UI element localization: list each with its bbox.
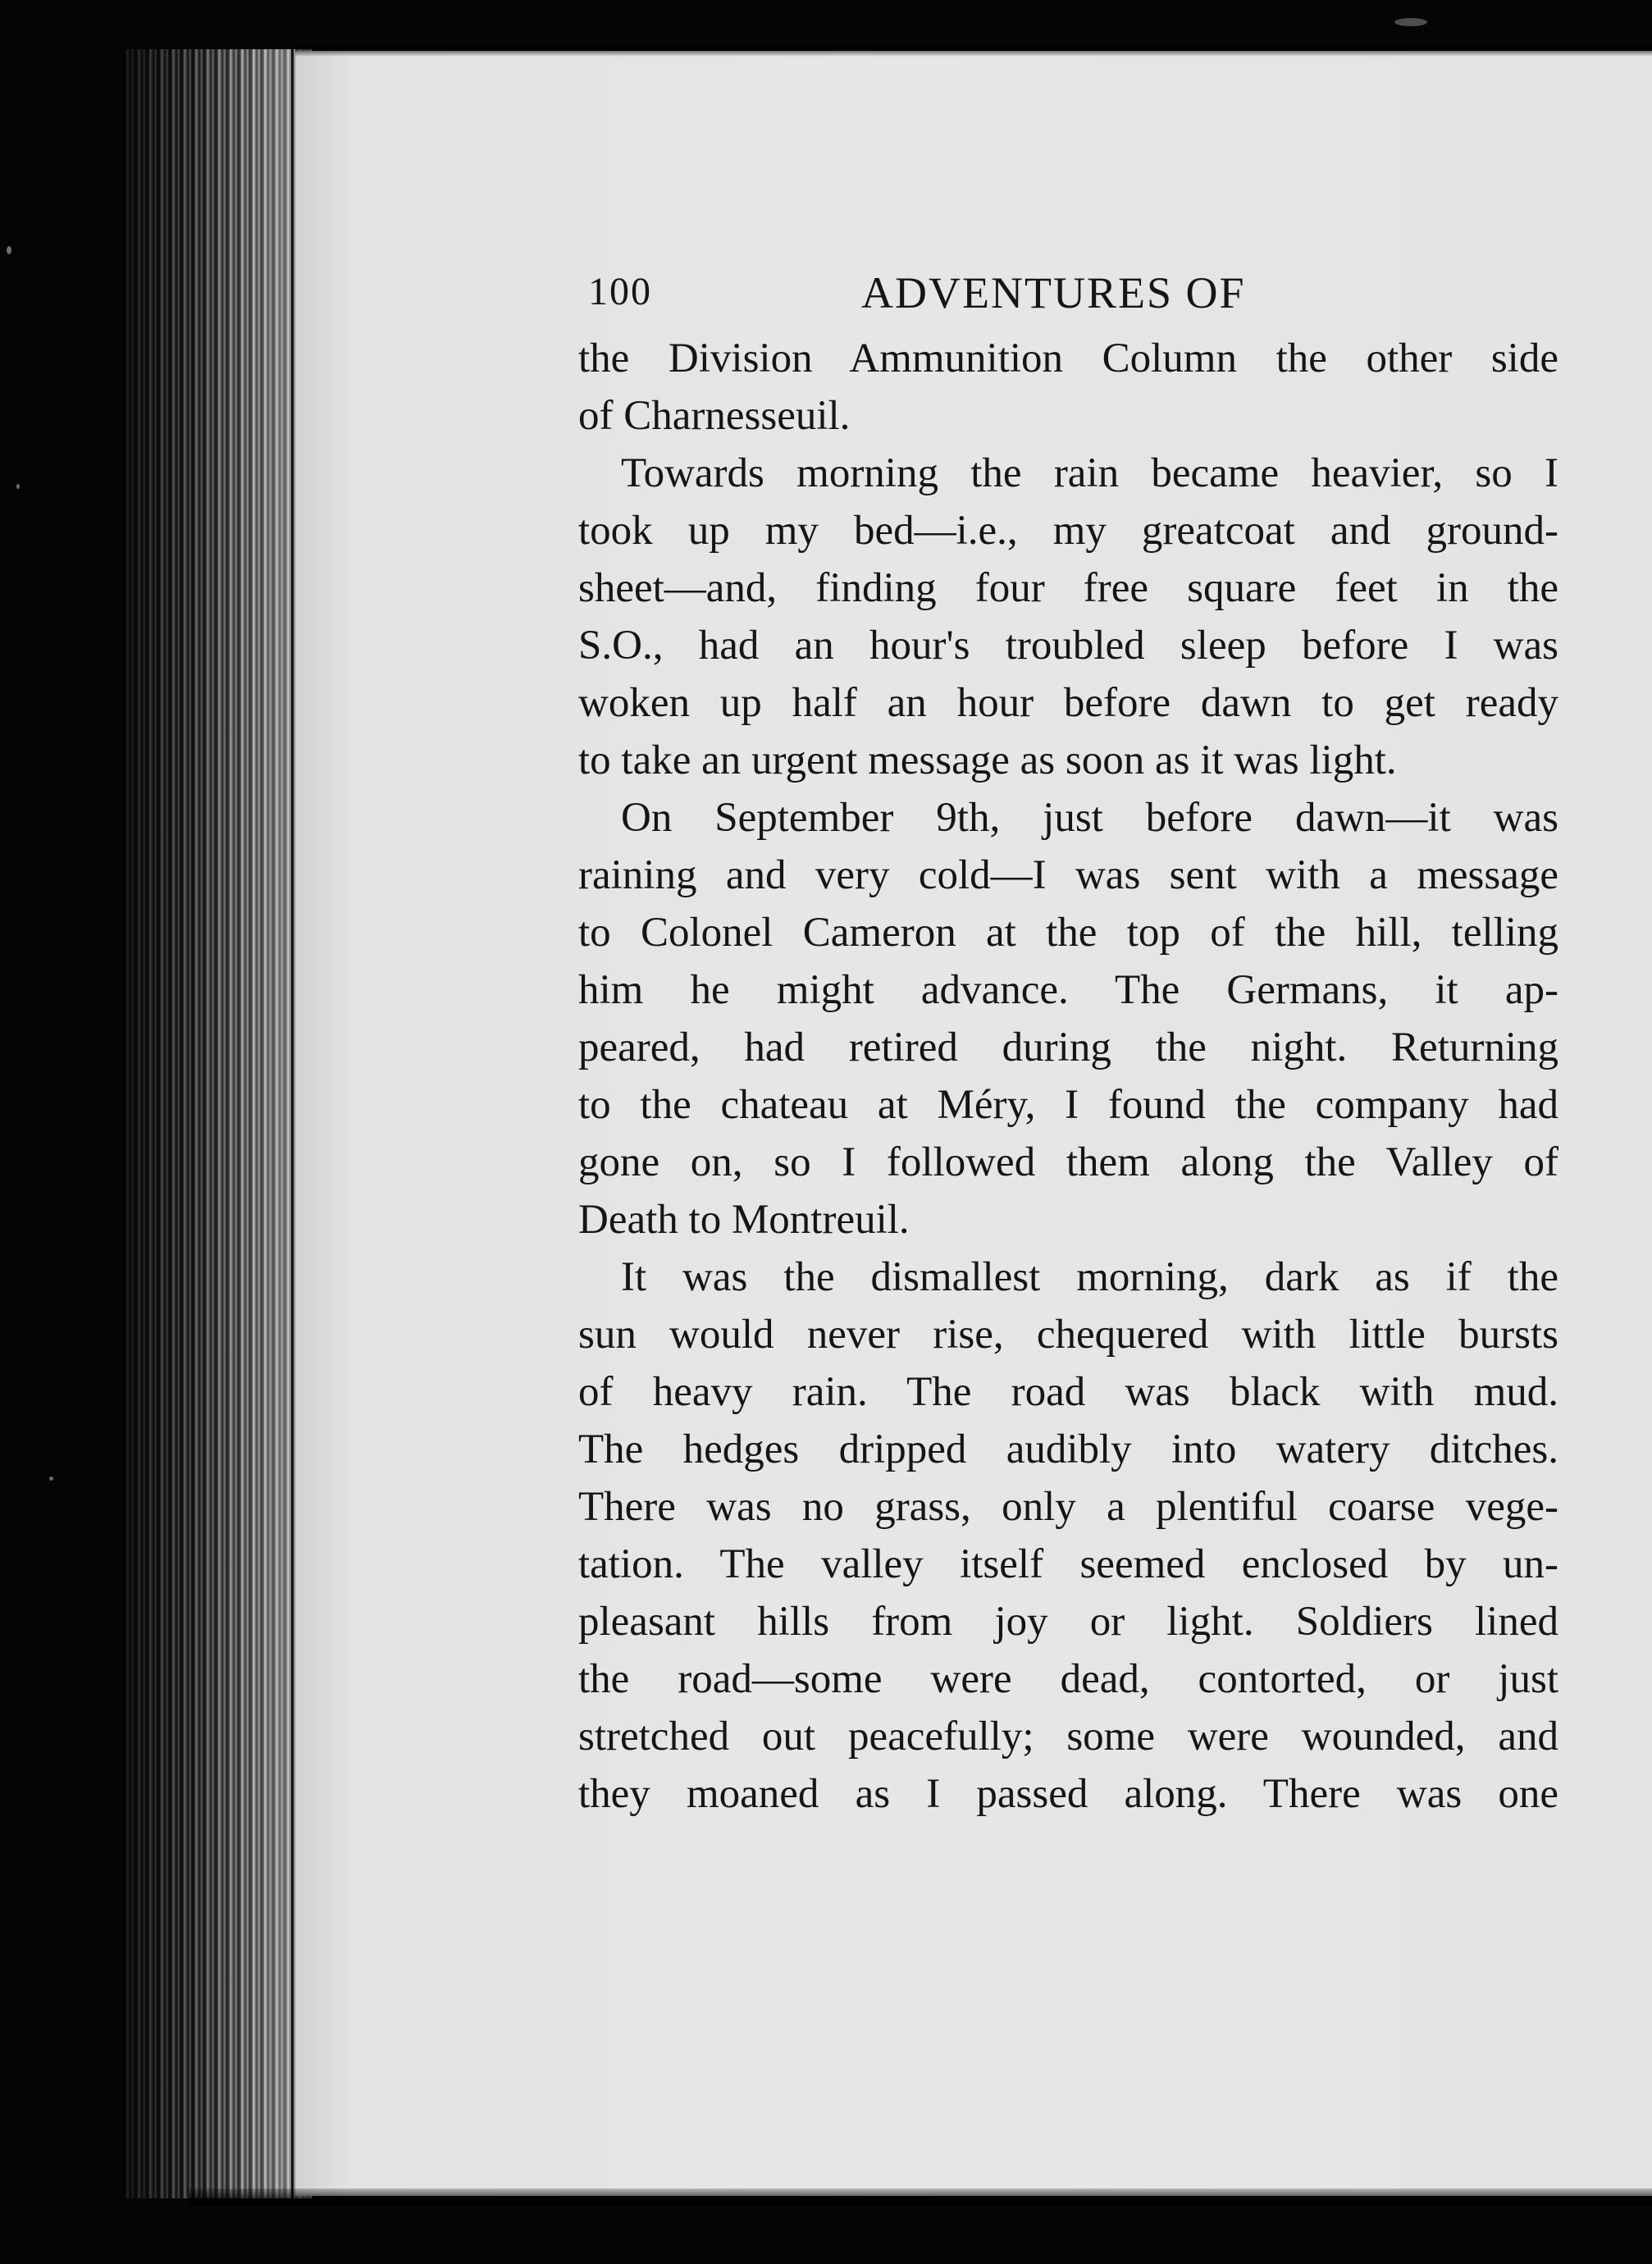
scan-speck	[49, 1477, 53, 1481]
text-line: took up my bed—i.e., my greatcoat and ground-	[578, 508, 1558, 554]
scan-speck	[16, 484, 20, 489]
text-line: of heavy rain. The road was black with mud.	[578, 1369, 1558, 1415]
text-line: sheet—and, finding four free square feet in the	[578, 565, 1558, 611]
text-line: to Colonel Cameron at the top of the hill, telling	[578, 910, 1558, 956]
text-line: Death to Montreuil.	[578, 1197, 910, 1243]
text-line: Towards morning the rain became heavier, so I	[621, 450, 1558, 496]
text-line: tation. The valley itself seemed enclosed by un-	[578, 1541, 1558, 1587]
paragraph	[578, 789, 1558, 1248]
page-top-shadow	[295, 45, 1652, 57]
text-line: On September 9th, just before dawn—it was	[621, 795, 1558, 841]
running-head	[578, 254, 1558, 320]
scan-speck	[1394, 18, 1427, 26]
page-number: 100	[588, 270, 652, 313]
text-line: sun would never rise, chequered with little bursts	[578, 1312, 1558, 1358]
running-head-title: ADVENTURES OF	[861, 268, 1246, 317]
paragraph	[578, 1248, 1558, 1823]
text-line: There was no grass, only a plentiful coarse vege-	[578, 1484, 1558, 1530]
text-line: peared, had retired during the night. Returning	[578, 1025, 1558, 1070]
text-line: they moaned as I passed along. There was one	[578, 1771, 1558, 1817]
book-page-edges	[123, 49, 312, 2198]
text-line: S.O., had an hour's troubled sleep before I was	[578, 623, 1558, 669]
text-line: pleasant hills from joy or light. Soldiers lined	[578, 1599, 1558, 1645]
book-gutter	[291, 49, 294, 2198]
text-line: raining and very cold—I was sent with a message	[578, 852, 1558, 898]
text-line: gone on, so I followed them along the Valley of	[578, 1139, 1558, 1185]
text-line: to the chateau at Méry, I found the company had	[578, 1082, 1558, 1128]
text-line: him he might advance. The Germans, it ap-	[578, 967, 1558, 1013]
paragraph	[578, 445, 1558, 789]
page-bottom-shadow	[189, 2189, 1652, 2205]
text-line: the Division Ammunition Column the other side	[578, 335, 1558, 381]
page-text-block	[578, 254, 1558, 1823]
text-line: the road—some were dead, contorted, or just	[578, 1656, 1558, 1702]
text-line: It was the dismallest morning, dark as if the	[621, 1254, 1558, 1300]
text-line: The hedges dripped audibly into watery ditches.	[578, 1426, 1558, 1472]
scan-speck	[7, 246, 11, 254]
text-line: woken up half an hour before dawn to get ready	[578, 680, 1558, 726]
text-line: stretched out peacefully; some were wounded, and	[578, 1714, 1558, 1760]
text-line: to take an urgent message as soon as it was light.	[578, 737, 1397, 783]
paragraph	[578, 330, 1558, 445]
text-line: of Charnesseuil.	[578, 393, 851, 439]
